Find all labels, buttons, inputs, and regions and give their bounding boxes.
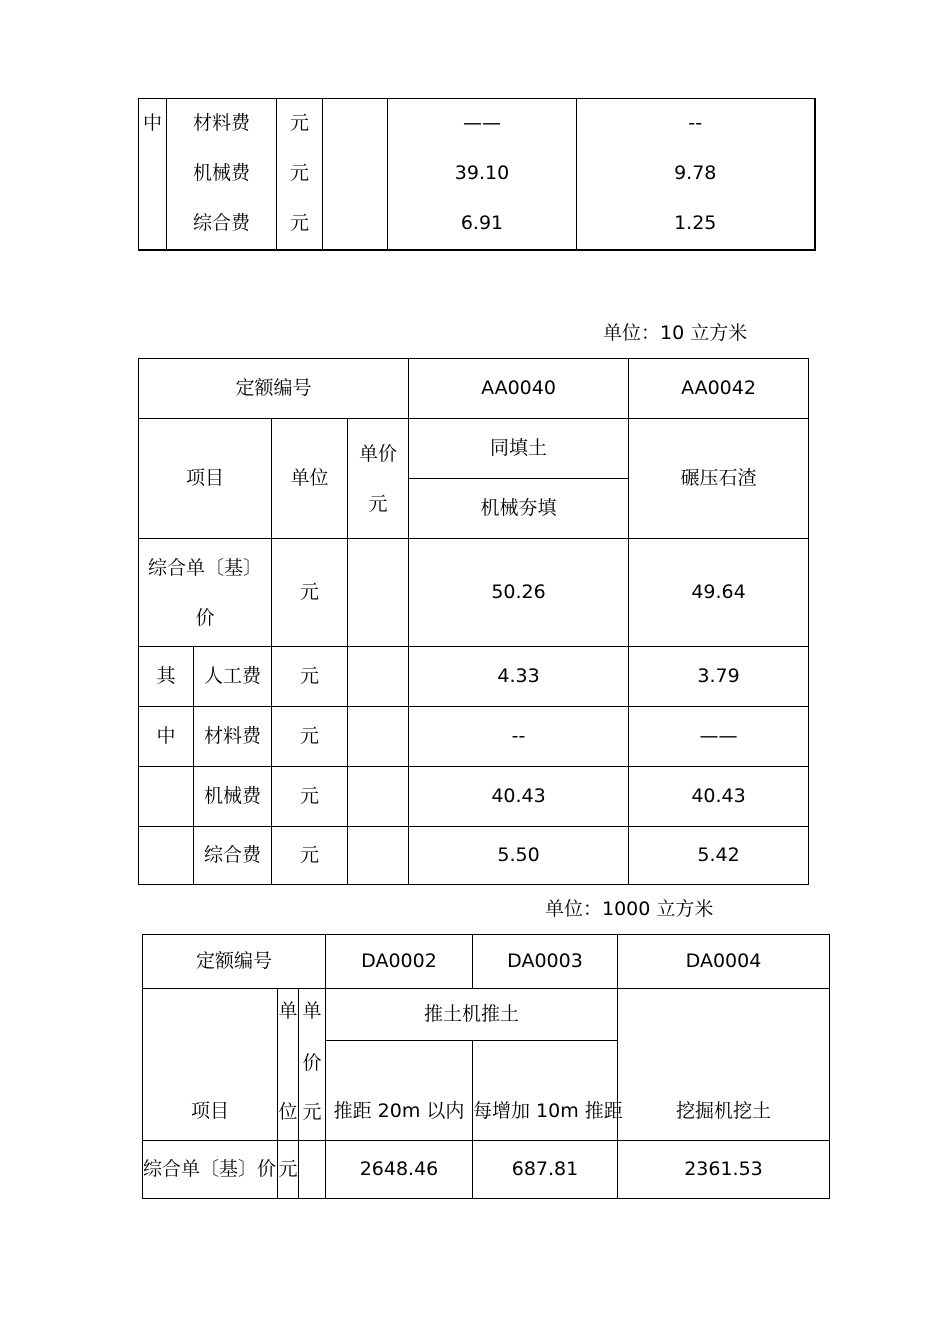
price-cell xyxy=(323,199,388,250)
group-label: 中 xyxy=(139,707,194,767)
table-row xyxy=(143,935,830,989)
unit-cell: 元 xyxy=(278,1141,299,1199)
price-header-line2: 价 xyxy=(302,1052,322,1074)
price-cell xyxy=(348,827,409,885)
code-header: 定额编号 xyxy=(143,935,326,989)
column-subtitle: 机械夯填 xyxy=(409,479,629,539)
code-cell: AA0042 xyxy=(629,359,809,419)
item-cell: 材料费 xyxy=(194,707,272,767)
unit-cell: 元 xyxy=(272,827,348,885)
item-header: 项目 xyxy=(143,989,278,1141)
code-cell: DA0002 xyxy=(326,935,473,989)
value-cell: 4.33 xyxy=(409,647,629,707)
item-cell: 综合费 xyxy=(194,827,272,885)
item-header: 项目 xyxy=(139,419,272,539)
value-cell: 3.79 xyxy=(629,647,809,707)
value-cell: —— xyxy=(388,99,577,150)
value-cell: 5.42 xyxy=(629,827,809,885)
value-cell: 39.10 xyxy=(388,149,577,199)
group-label: 中 xyxy=(139,99,167,150)
unit-header-bottom: 位 xyxy=(278,1101,298,1123)
unit-cell: 元 xyxy=(277,99,323,150)
sub-column-title: 每增加 10m 推距 xyxy=(473,1041,618,1141)
group-label xyxy=(139,149,167,199)
unit-cell: 元 xyxy=(272,707,348,767)
code-cell: DA0004 xyxy=(618,935,830,989)
item-cell: 材料费 xyxy=(167,99,277,150)
item-cell: 综合费 xyxy=(167,199,277,250)
price-cell xyxy=(348,647,409,707)
unit-label: 单位：1000 立方米 xyxy=(545,898,714,920)
unit-cell: 元 xyxy=(272,539,348,647)
price-header-line3: 元 xyxy=(302,1101,322,1123)
table-continued xyxy=(138,98,816,251)
item-cell: 机械费 xyxy=(194,767,272,827)
price-header-line2: 元 xyxy=(368,492,388,515)
price-cell xyxy=(323,149,388,199)
value-cell: 687.81 xyxy=(473,1141,618,1199)
column-title: 碾压石渣 xyxy=(629,419,809,539)
unit-cell: 元 xyxy=(272,647,348,707)
code-header: 定额编号 xyxy=(139,359,409,419)
table-row xyxy=(139,647,809,707)
composite-label-line1: 综合单〔基〕 xyxy=(147,556,262,579)
unit-label: 单位：10 立方米 xyxy=(603,322,748,344)
unit-header: 单位 xyxy=(272,419,348,539)
item-cell: 人工费 xyxy=(194,647,272,707)
price-cell xyxy=(323,99,388,150)
table-row xyxy=(143,989,830,1041)
value-cell: 40.43 xyxy=(629,767,809,827)
table-row xyxy=(139,149,815,199)
quota-table-aa xyxy=(138,358,809,885)
table-row xyxy=(139,539,809,647)
price-header xyxy=(299,989,326,1141)
code-cell: DA0003 xyxy=(473,935,618,989)
value-cell: 9.78 xyxy=(577,149,815,199)
value-cell: 2361.53 xyxy=(618,1141,830,1199)
table-row xyxy=(143,1141,830,1199)
group-label xyxy=(139,199,167,250)
price-cell xyxy=(348,539,409,647)
composite-label xyxy=(139,539,272,647)
table-row xyxy=(139,99,815,150)
value-cell: 1.25 xyxy=(577,199,815,250)
group-label xyxy=(139,827,194,885)
unit-cell: 元 xyxy=(277,199,323,250)
value-cell: 40.43 xyxy=(409,767,629,827)
composite-label: 综合单〔基〕价 xyxy=(143,1141,278,1199)
price-cell xyxy=(348,767,409,827)
value-cell: 49.64 xyxy=(629,539,809,647)
sub-column-title: 推距 20m 以内 xyxy=(326,1041,473,1141)
unit-header xyxy=(278,989,299,1141)
price-cell xyxy=(348,707,409,767)
group-label: 其 xyxy=(139,647,194,707)
price-header xyxy=(348,419,409,539)
value-cell: 6.91 xyxy=(388,199,577,250)
item-cell: 机械费 xyxy=(167,149,277,199)
table-row xyxy=(139,767,809,827)
code-cell: AA0040 xyxy=(409,359,629,419)
column-title: 挖掘机挖土 xyxy=(618,989,830,1141)
price-header-line1: 单价 xyxy=(359,442,398,465)
group-title: 推土机推土 xyxy=(326,989,618,1041)
unit-cell: 元 xyxy=(272,767,348,827)
value-cell: 2648.46 xyxy=(326,1141,473,1199)
table-row xyxy=(139,827,809,885)
price-cell xyxy=(299,1141,326,1199)
table-row xyxy=(139,359,809,419)
table-row xyxy=(139,199,815,250)
unit-cell: 元 xyxy=(277,149,323,199)
table-row xyxy=(139,707,809,767)
value-cell: -- xyxy=(577,99,815,150)
value-cell: 50.26 xyxy=(409,539,629,647)
value-cell: -- xyxy=(409,707,629,767)
price-header-line1: 单 xyxy=(302,1000,322,1022)
group-label xyxy=(139,767,194,827)
quota-table-da xyxy=(142,934,830,1199)
unit-header-top: 单 xyxy=(278,1000,298,1022)
value-cell: 5.50 xyxy=(409,827,629,885)
table-row xyxy=(139,419,809,479)
composite-label-line2: 价 xyxy=(195,606,215,629)
value-cell: —— xyxy=(629,707,809,767)
column-title: 同填土 xyxy=(409,419,629,479)
